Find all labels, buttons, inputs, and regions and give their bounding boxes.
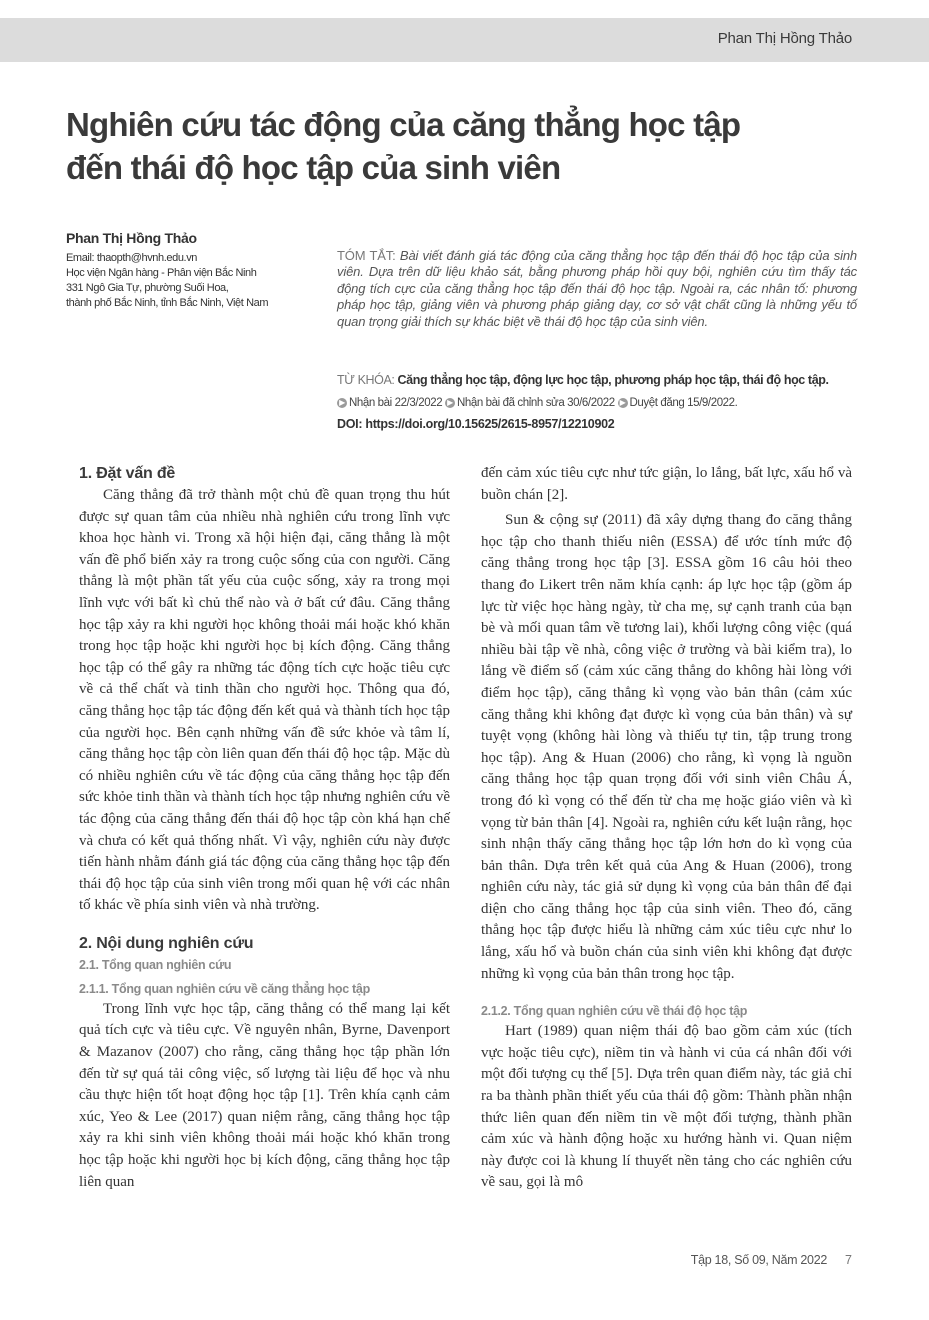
- arrow-right-icon: ▶: [337, 398, 347, 408]
- arrow-right-icon: ▶: [618, 398, 628, 408]
- doi-link[interactable]: DOI: https://doi.org/10.15625/2615-8957/12210902: [337, 417, 615, 431]
- paragraph: đến cảm xúc tiêu cực như tức giận, lo lắng, bất lực, xấu hổ và buồn chán [2].: [481, 465, 852, 503]
- subsection-heading: 2.1. Tổng quan nghiên cứu: [79, 957, 232, 972]
- author-affiliation: [66, 251, 336, 311]
- subsubsection-heading: 2.1.1. Tổng quan nghiên cứu về căng thẳng học tập: [79, 981, 370, 996]
- subsubsection-heading: 2.1.2. Tổng quan nghiên cứu về thái độ học tập: [481, 1004, 748, 1019]
- author-email: Email: thaopth@hvnh.edu.vn: [66, 252, 198, 264]
- keywords-label: TỪ KHÓA:: [337, 373, 395, 387]
- title-line-1: Nghiên cứu tác động của căng thẳng học tập: [66, 106, 741, 143]
- title-line-2: đến thái độ học tập của sinh viên: [66, 149, 561, 186]
- footer-issue: Tập 18, Số 09, Năm 2022: [690, 1253, 827, 1267]
- abstract-text: Bài viết đánh giá tác động của căng thẳng học tập đến thái độ học tập của sinh viên. Dựa trên dữ liệu khảo sát, bằng phương pháp hồi quy bội, nghiên cứu tìm thấy tác động tích cực của căng thẳng học tập đến thái độ học tập. Ngoài ra, các nhân tố: phương pháp học tập, giảng viên và phương pháp giảng dạy, cơ sở vật chất cũng là những yếu tố quan trọng giải thích sự khác biệt về thái độ học tập của sinh viên.: [337, 248, 857, 329]
- keywords: [337, 373, 877, 387]
- date-accepted: Duyệt đăng 15/9/2022.: [629, 397, 738, 409]
- paragraph: Trong lĩnh vực học tập, căng thẳng có thể mang lại kết quả tích cực và tiêu cực. Về nguyên nhân, Byrne, Davenport & Mazanov (2007) cho rằng, căng thẳng học tập phần lớn đến từ sự quá tải công việc, số lượng tài liệu để học và nhu cầu thực hiện tốt hoạt động học tập [1]. Trên khía cạnh cảm xúc, Yeo & Lee (2017) quan niệm rằng, căng thẳng học tập xảy ra khi sinh viên không thoải mái hoặc khó khăn trong học tập hoặc khi người học bị kích động, căng thẳng học tập liên quan: [79, 1000, 450, 1190]
- article-dates: [337, 397, 737, 409]
- paragraph: Căng thẳng đã trở thành một chủ đề quan trọng thu hút được sự quan tâm của nhiều nhà nghiên cứu trong lĩnh vực khoa học hành vi. Trong xã hội hiện đại, căng thẳng là một vấn đề phổ biến xảy ra trong cuộc sống của con người. Căng thẳng là một phần tất yếu của cuộc sống, xảy ra trong mọi lĩnh vực với bất kì chủ thể nào và ở bất cứ đâu. Căng thẳng học tập xảy ra khi người học không thoải mái hoặc khó khăn trong học tập hoặc khi người học bị kích động. Căng thẳng học tập có thể gây ra những tác động tích cực hoặc tiêu cực về cả thể chất và tinh thần cho người học. Thông qua đó, căng thẳng học tập tác động đến kết quả và thành tích học tập của người học. Bên cạnh những vấn đề sức khỏe và tâm lí, căng thẳng học tập còn liên quan đến thái độ học tập. Mặc dù có nhiều nghiên cứu về tác động của căng thẳng học tập đến sức khỏe tinh thần và thành tích học tập nhưng nghiên cứu về tác động của căng thẳng đến thái độ học tập còn khá hạn chế và chưa có kết quả thống nhất. Vì vậy, nghiên cứu này được tiến hành nhằm đánh giá tác động của căng thẳng học tập đến thái độ học tập của sinh viên trong mối quan hệ với các nhân tố khác về phía sinh viên và nhà trường.: [79, 487, 450, 914]
- abstract-label: TÓM TẮT:: [337, 248, 396, 263]
- section-heading: 1. Đặt vấn đề: [79, 465, 176, 482]
- right-column: [481, 463, 852, 1194]
- date-received: Nhận bài 22/3/2022: [349, 397, 443, 409]
- running-header-author: Phan Thị Hồng Thảo: [717, 30, 852, 47]
- article-title: [66, 103, 766, 189]
- affiliation-line: 331 Ngô Gia Tự, phường Suối Hoa,: [66, 282, 229, 294]
- left-column: [79, 463, 450, 1193]
- section-heading: 2. Nội dung nghiên cứu: [79, 934, 254, 952]
- arrow-right-icon: ▶: [445, 398, 455, 408]
- affiliation-line: Học viện Ngân hàng - Phân viện Bắc Ninh: [66, 267, 257, 279]
- author-name: Phan Thị Hồng Thảo: [66, 230, 197, 246]
- paragraph: Hart (1989) quan niệm thái độ bao gồm cảm xúc (tích vực hoặc tiêu cực), niềm tin và hành vi của cá nhân đối với một đối tượng cụ thể [5]. Dựa trên quan điểm này, tác giả chỉ ra ba thành phần thiết yếu của thái độ gồm: Thành phần nhận thức liên quan đến niềm tin về một đối tượng, thành phần cảm xúc và hành động hoặc xu hướng hành vi. Quan niệm này được coi là khung lí thuyết nền tảng cho các nghiên cứu về sau, gọi là mô: [481, 1023, 852, 1191]
- date-revised: Nhận bài đã chỉnh sửa 30/6/2022: [457, 397, 615, 409]
- paragraph: Sun & cộng sự (2011) đã xây dựng thang đo căng thẳng học tập cho thanh thiếu niên (ESSA) để ước tính mức độ căng thẳng trong học tập [3]. ESSA gồm 16 câu hỏi theo thang đo Likert trên năm khía cạnh: áp lực học tập (gồm áp lực từ việc học hàng ngày, từ cha mẹ, sự cạnh tranh của bạn bè và mối quan tâm về tương lai), khối lượng công việc (quá nhiều bài tập về nhà, công việc ở trường và bài kiểm tra), lo lắng về điểm số (cảm xúc căng thẳng do không hài lòng với điểm học tập), căng thẳng kì vọng vào bản thân (cảm xúc căng thẳng khi không đạt được kì vọng của bản thân) và sự tuyệt vọng (không hài lòng và thiếu tự tin, tập trung trong học tập). Ang & Huan (2006) cho rằng, kì vọng là nguồn căng thẳng học tập quan trọng đối với sinh viên Châu Á, trong đó kì vọng có thể đến từ cha mẹ hoặc giáo viên và kì vọng từ bản thân [4]. Ngoài ra, nghiên cứu kết luận rằng, học sinh nhận thấy căng thẳng học tập lớn hơn do kì vọng của bản thân. Dựa trên kết quả của Ang & Huan (2006), trong nghiên cứu này, tác giả sử dụng kì vọng của bản thân để đại diện cho căng thẳng học tập của sinh viên. Theo đó, căng thẳng học tập được hiểu là những cảm xúc tiêu cực như lo lắng, xấu hổ và buồn chán của sinh viên khi không đạt được những kì vọng của bản thân trong học tập.: [481, 512, 852, 982]
- abstract: [337, 248, 857, 330]
- keywords-text: Căng thẳng học tập, động lực học tập, phương pháp học tập, thái độ học tập.: [394, 373, 829, 387]
- page-number: 7: [845, 1253, 852, 1267]
- affiliation-line: thành phố Bắc Ninh, tỉnh Bắc Ninh, Việt Nam: [66, 297, 269, 309]
